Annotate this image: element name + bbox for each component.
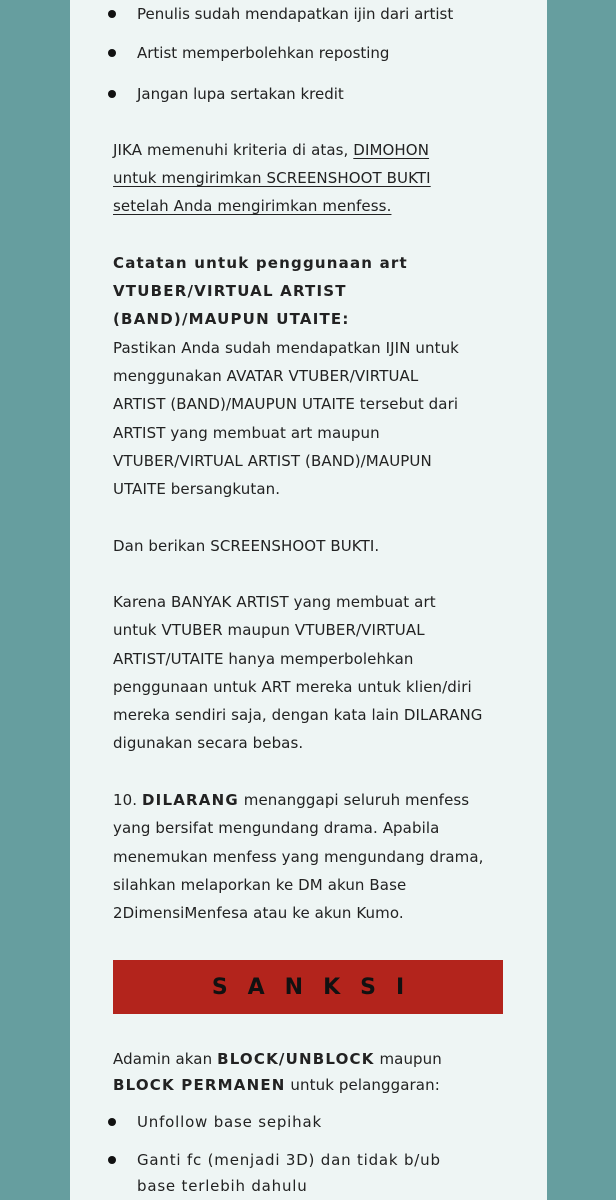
catatan-body-line: menggunakan AVATAR VTUBER/VIRTUAL bbox=[113, 367, 419, 385]
rule10-bold: DILARANG bbox=[142, 791, 239, 809]
rule10-number: 10. bbox=[113, 791, 138, 809]
adamin-p2: maupun bbox=[379, 1050, 442, 1068]
catatan-body-line: Pastikan Anda sudah mendapatkan IJIN untuk bbox=[113, 339, 459, 357]
bullet-item-continued: base terlebih dahulu bbox=[137, 1177, 308, 1195]
rule10-line: menemukan menfess yang mengundang drama, bbox=[113, 848, 484, 866]
rule10-first-rest: menanggapi seluruh menfess bbox=[243, 791, 470, 809]
karena-line: untuk VTUBER maupun VTUBER/VIRTUAL bbox=[113, 621, 425, 639]
bullet-dot-icon bbox=[108, 1156, 116, 1164]
jika-line-1 bbox=[113, 136, 513, 164]
bukti-line: Dan berikan SCREENSHOOT BUKTI. bbox=[113, 537, 380, 555]
karena-line: Karena BANYAK ARTIST yang membuat art bbox=[113, 593, 436, 611]
catatan-heading-1: Catatan untuk penggunaan art bbox=[113, 254, 408, 272]
adamin-b2: BLOCK PERMANEN bbox=[113, 1076, 286, 1094]
catatan-body-line: ARTIST yang membuat art maupun bbox=[113, 424, 380, 442]
catatan-heading-3: (BAND)/MAUPUN UTAITE: bbox=[113, 310, 350, 328]
karena-line: ARTIST/UTAITE hanya memperbolehkan bbox=[113, 650, 414, 668]
bullet-dot-icon bbox=[108, 49, 116, 57]
bullet-dot-icon bbox=[108, 1118, 116, 1126]
catatan-body-line: UTAITE bersangkutan. bbox=[113, 480, 281, 498]
sanksi-banner bbox=[113, 960, 503, 1014]
bullet-item: Penulis sudah mendapatkan ijin dari artist bbox=[137, 5, 454, 23]
jika-underlined-2: untuk mengirimkan SCREENSHOOT BUKTI bbox=[113, 169, 431, 187]
karena-line: mereka sendiri saja, dengan kata lain DILARANG bbox=[113, 706, 483, 724]
bullet-dot-icon bbox=[108, 10, 116, 18]
adamin-line-1 bbox=[113, 1045, 513, 1073]
catatan-heading-2: VTUBER/VIRTUAL ARTIST bbox=[113, 282, 347, 300]
document-page bbox=[70, 0, 547, 1200]
bullet-item: Jangan lupa sertakan kredit bbox=[137, 85, 344, 103]
bullet-item: Artist memperbolehkan reposting bbox=[137, 44, 390, 62]
rule10-line: yang bersifat mengundang drama. Apabila bbox=[113, 819, 440, 837]
bullet-dot-icon bbox=[108, 90, 116, 98]
adamin-line-2 bbox=[113, 1071, 513, 1099]
adamin-b1: BLOCK/UNBLOCK bbox=[217, 1050, 375, 1068]
catatan-body-line: ARTIST (BAND)/MAUPUN UTAITE tersebut dari bbox=[113, 395, 459, 413]
karena-line: penggunaan untuk ART mereka untuk klien/diri bbox=[113, 678, 472, 696]
catatan-body-line: VTUBER/VIRTUAL ARTIST (BAND)/MAUPUN bbox=[113, 452, 432, 470]
rule10-line: silahkan melaporkan ke DM akun Base bbox=[113, 876, 407, 894]
jika-underlined-3: setelah Anda mengirimkan menfess. bbox=[113, 197, 392, 215]
bullet-item: Unfollow base sepihak bbox=[137, 1113, 322, 1131]
karena-line: digunakan secara bebas. bbox=[113, 734, 304, 752]
rule10-line-1 bbox=[113, 786, 513, 814]
adamin-p3: untuk pelanggaran: bbox=[290, 1076, 440, 1094]
adamin-p1: Adamin akan bbox=[113, 1050, 213, 1068]
jika-prefix: JIKA memenuhi kriteria di atas, bbox=[113, 141, 349, 159]
sanksi-title: SANKSI bbox=[211, 974, 425, 1000]
bullet-item: Ganti fc (menjadi 3D) dan tidak b/ub bbox=[137, 1151, 441, 1169]
rule10-line: 2DimensiMenfesa atau ke akun Kumo. bbox=[113, 904, 404, 922]
jika-underlined-1: DIMOHON bbox=[353, 141, 430, 159]
